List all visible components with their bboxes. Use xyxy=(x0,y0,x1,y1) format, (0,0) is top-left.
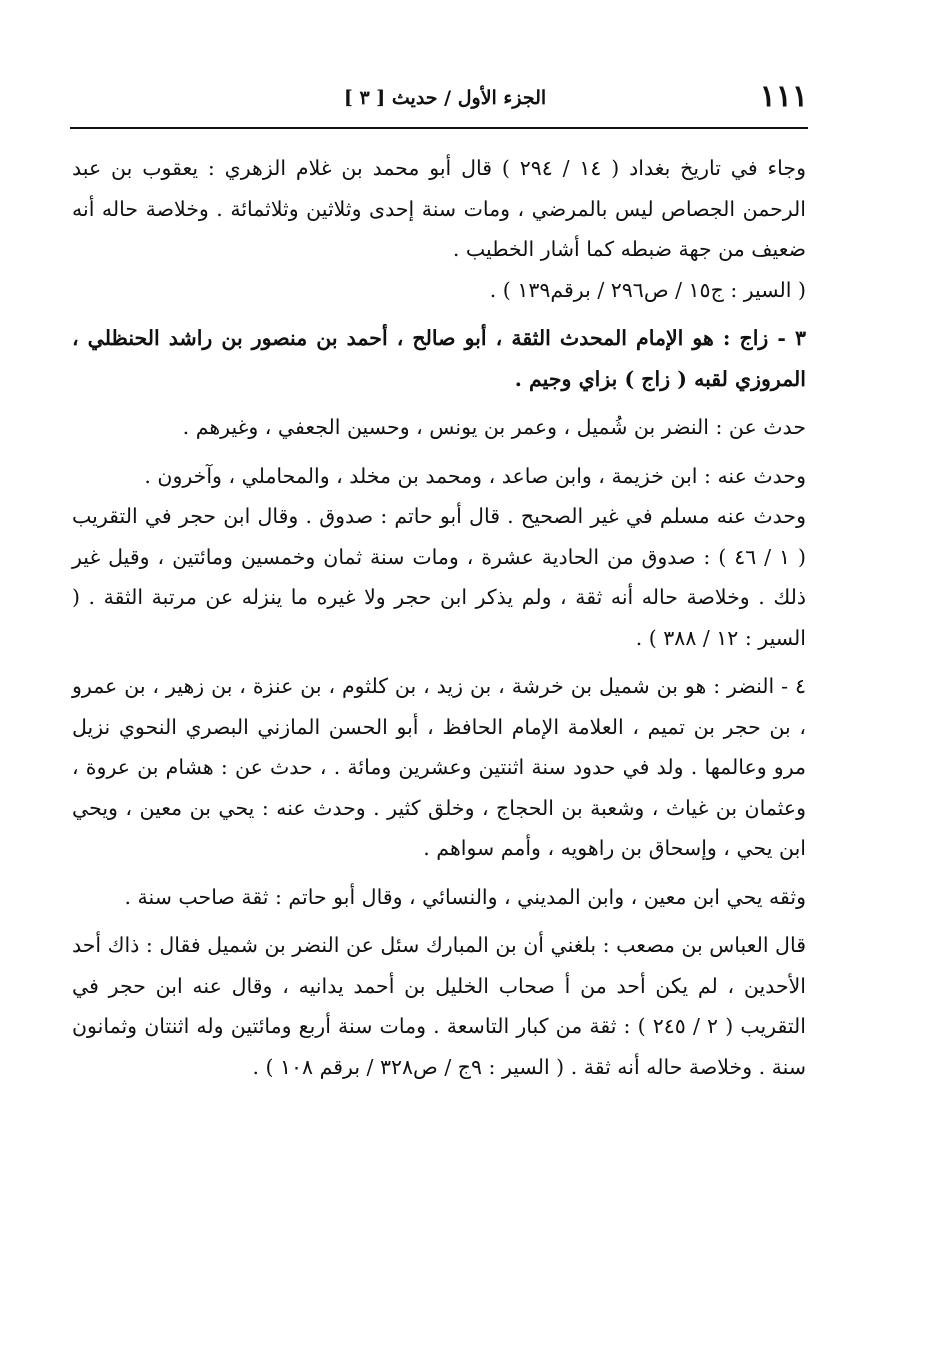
page-header xyxy=(70,78,808,126)
entry-zaj-heading: ٣ - زاج : هو الإمام المحدث الثقة ، أبو صالح ، أحمد بن منصور بن راشد الحنظلي ، المروزي لقبه ( زاج ) بزاي وجيم . xyxy=(72,326,806,391)
page-number: ١١١ xyxy=(759,79,808,114)
paragraph-nadr-abbas: قال العباس بن مصعب : بلغني أن بن المبارك سئل عن النضر بن شميل فقال : ذاك أحد الأحدين ، لم يكن أحد من أ صحاب الخليل بن أحمد يدانيه ، وقال عنه ابن حجر في التقريب ( ٢ / ٢٤٥ ) : ثقة من كبار التاسعة . ومات سنة أربع ومائتين وله اثنتان وثمانون سنة . وخلاصة حاله أنه ثقة . ( السير : ٩ج / ص٣٢٨ / برقم ١٠٨ ) . xyxy=(72,933,806,1079)
paragraph-zaj-students: وحدث عنه : ابن خزيمة ، وابن صاعد ، ومحمد بن مخلد ، والمحاملي ، وآخرون . xyxy=(144,463,806,488)
header-rule xyxy=(70,127,808,129)
entry-nadr-biography: ٤ - النضر : هو بن شميل بن خرشة ، بن زيد ، بن كلثوم ، بن عنزة ، بن زهير ، بن عمرو ، بن حجر بن تميم ، العلامة الإمام الحافظ ، أبو الحسن المازني البصري النحوي نزيل مرو وعالمها . ولد في حدود سنة اثنتين وعشرين ومائة . ، حدث عن : هشام بن عروة ، وعثمان بن غياث ، وشعبة بن الحجاج ، وخلق كثير . وحدث عنه : يحي بن معين ، ويحي ابن يحي ، وإسحاق بن راهويه ، وأمم سواهم . xyxy=(72,674,806,860)
page-body xyxy=(72,148,806,1095)
paragraph-nadr-tawthiq: وثقه يحي ابن معين ، وابن المديني ، والنسائي ، وقال أبو حاتم : ثقة صاحب سنة . xyxy=(124,884,806,909)
paragraph-tarikh-baghdad: وجاء في تاريخ بغداد ( ١٤ / ٢٩٤ ) قال أبو محمد بن غلام الزهري : يعقوب بن عبد الرحمن الجصاص ليس بالمرضي ، ومات سنة إحدى وثلاثين وثلاثمائة . وخلاصة حاله أنه ضعيف من جهة ضبطه كما أشار الخطيب . xyxy=(72,156,806,261)
running-title: الجزء الأول / حديث [ ٣ ] xyxy=(343,87,547,109)
paragraph-zaj-teachers: حدث عن : النضر بن شُميل ، وعمر بن يونس ، وحسين الجعفي ، وغيرهم . xyxy=(182,415,806,439)
paragraph-zaj-grading: وحدث عنه مسلم في غير الصحيح . قال أبو حاتم : صدوق . وقال ابن حجر في التقريب ( ١ / ٤٦ ) : صدوق من الحادية عشرة ، ومات سنة ثمان وخمسين ومائتين ، وقيل غير ذلك . وخلاصة حاله أنه ثقة ، ولم يذكر ابن حجر ولا غيره ما ينزله عن مرتبة الثقة . ( السير : ١٢ / ٣٨٨ ) . xyxy=(72,504,806,650)
reference-siyar-1: ( السير : ج١٥ / ص٢٩٦ / برقم١٣٩ ) . xyxy=(489,277,806,302)
